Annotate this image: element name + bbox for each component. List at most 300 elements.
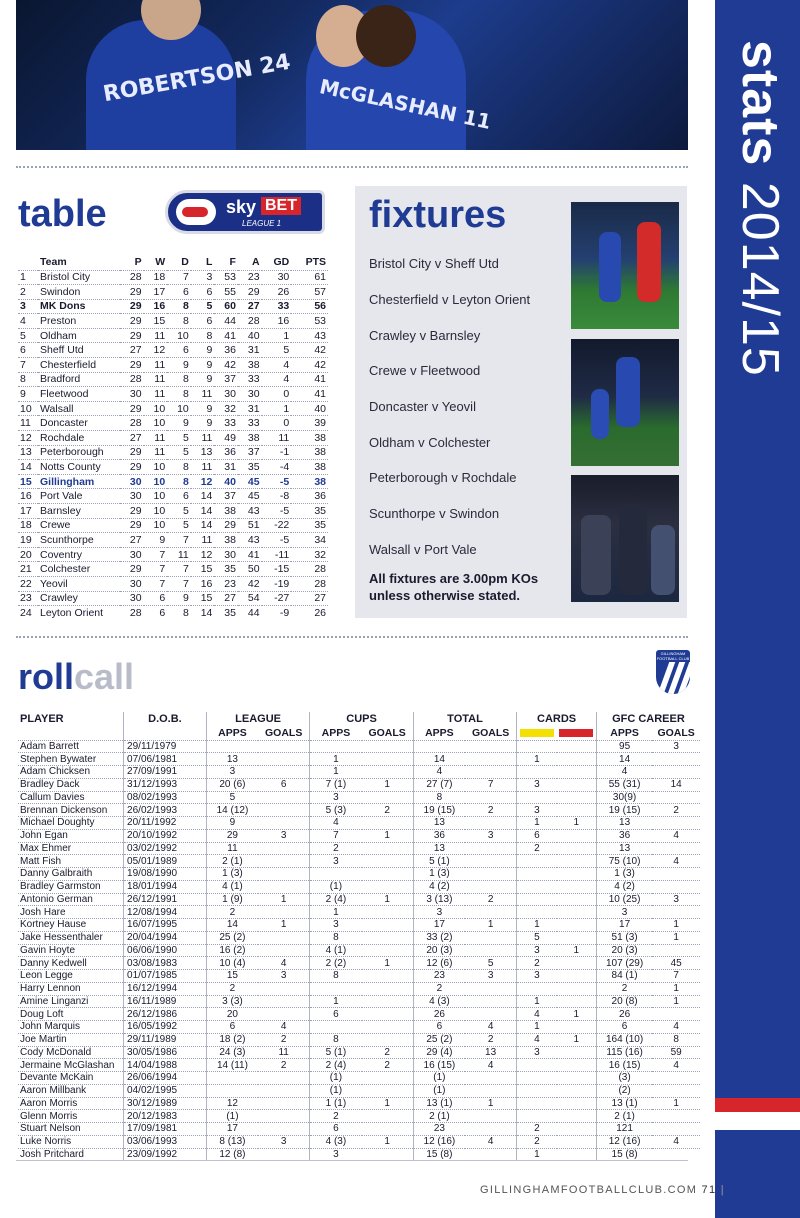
- league-cell-d: 9: [167, 358, 191, 373]
- roll-cell-gg: 3: [652, 893, 700, 906]
- league-cell-l: 11: [191, 460, 215, 475]
- roll-cell-r: [557, 1110, 597, 1123]
- roll-cell-lg: 4: [258, 1021, 310, 1034]
- roll-cell-la: 15: [206, 970, 258, 983]
- roll-cell-cg: [362, 1008, 414, 1021]
- league-cell-gd: 16: [262, 314, 292, 329]
- league-cell-pts: 36: [291, 489, 328, 504]
- roll-cell-ca: 3: [310, 855, 362, 868]
- roll-cell-gg: 1: [652, 982, 700, 995]
- roll-cell-ca: [310, 868, 362, 881]
- roll-cell-ga: 13: [596, 817, 652, 830]
- roll-cell-dob: 12/08/1994: [124, 906, 207, 919]
- roll-row: [18, 1021, 700, 1034]
- roll-cell-lg: [258, 906, 310, 919]
- roll-cell-tg: 3: [465, 829, 517, 842]
- league-cell-l: 5: [191, 299, 215, 314]
- league-row: [18, 460, 328, 475]
- league-cell-gd: -8: [262, 489, 292, 504]
- league-cell-pts: 38: [291, 445, 328, 460]
- roll-cell-la: 18 (2): [206, 1033, 258, 1046]
- roll-cell-la: 14 (11): [206, 1059, 258, 1072]
- league-cell-l: 14: [191, 518, 215, 533]
- league-cell-p: 29: [120, 299, 144, 314]
- league-cell-d: 6: [167, 343, 191, 358]
- roll-cell-la: 1 (9): [206, 893, 258, 906]
- roll-cell-ca: 4 (1): [310, 944, 362, 957]
- roll-cell-tg: 1: [465, 1097, 517, 1110]
- league-cell-gd: -5: [262, 504, 292, 519]
- roll-cell-name: Adam Barrett: [18, 740, 124, 753]
- roll-cell-r: [557, 842, 597, 855]
- league-row: [18, 387, 328, 402]
- roll-header-cards: CARDS: [517, 712, 597, 726]
- roll-cell-tg: [465, 880, 517, 893]
- league-row: [18, 445, 328, 460]
- fixtures-heading: fixtures: [369, 194, 507, 236]
- league-cell-p: 30: [120, 547, 144, 562]
- roll-cell-ga: 26: [596, 1008, 652, 1021]
- roll-cell-name: Max Ehmer: [18, 842, 124, 855]
- roll-cell-r: [557, 1072, 597, 1085]
- league-cell-p: 29: [120, 285, 144, 300]
- roll-header-total: TOTAL: [413, 712, 516, 726]
- roll-cell-lg: [258, 1110, 310, 1123]
- roll-cell-dob: 17/09/1981: [124, 1123, 207, 1136]
- roll-cell-ca: 2: [310, 842, 362, 855]
- roll-cell-ca: [310, 982, 362, 995]
- red-card-icon: [557, 726, 597, 740]
- roll-sub-goals: GOALS: [471, 726, 510, 739]
- league-cell-pos: 5: [18, 328, 38, 343]
- roll-row: [18, 778, 700, 791]
- roll-cell-ca: 5 (3): [310, 804, 362, 817]
- league-cell-gd: 5: [262, 343, 292, 358]
- roll-cell-lg: [258, 740, 310, 753]
- roll-cell-ta: 15 (8): [413, 1148, 465, 1161]
- roll-cell-ga: 10 (25): [596, 893, 652, 906]
- roll-cell-gg: 7: [652, 970, 700, 983]
- league-cell-d: 6: [167, 285, 191, 300]
- league-cell-pts: 42: [291, 358, 328, 373]
- roll-cell-ga: 121: [596, 1123, 652, 1136]
- roll-cell-cg: [362, 1072, 414, 1085]
- roll-cell-ga: 36: [596, 829, 652, 842]
- roll-cell-name: Amine Linganzi: [18, 995, 124, 1008]
- roll-cell-ta: 19 (15): [413, 804, 465, 817]
- roll-cell-y: 1: [517, 995, 557, 1008]
- roll-cell-ca: (1): [310, 1084, 362, 1097]
- roll-cell-y: 2: [517, 842, 557, 855]
- league-row: [18, 314, 328, 329]
- fixture-photo-1: [571, 202, 679, 329]
- roll-cell-ta: 13: [413, 842, 465, 855]
- league-cell-gd: -5: [262, 474, 292, 489]
- roll-cell-r: 1: [557, 1008, 597, 1021]
- roll-cell-la: 13: [206, 753, 258, 766]
- roll-cell-ga: 51 (3): [596, 931, 652, 944]
- league-cell-w: 11: [144, 431, 168, 446]
- roll-cell-y: [517, 1097, 557, 1110]
- roll-row: [18, 842, 700, 855]
- roll-cell-la: 3: [206, 766, 258, 779]
- league-cell-f: 30: [214, 547, 238, 562]
- league-cell-a: 29: [238, 285, 262, 300]
- roll-cell-ca: 7: [310, 829, 362, 842]
- league-row: [18, 299, 328, 314]
- roll-cell-dob: 14/04/1988: [124, 1059, 207, 1072]
- roll-cell-tg: 4: [465, 1059, 517, 1072]
- roll-cell-r: [557, 829, 597, 842]
- roll-cell-r: [557, 1059, 597, 1072]
- league-cell-d: 8: [167, 299, 191, 314]
- league-header-team: Team: [40, 255, 67, 268]
- roll-cell-lg: 2: [258, 1059, 310, 1072]
- roll-cell-la: 14 (12): [206, 804, 258, 817]
- roll-cell-ga: 14: [596, 753, 652, 766]
- roll-row: [18, 982, 700, 995]
- roll-cell-dob: 29/11/1989: [124, 1033, 207, 1046]
- fixture-item: Oldham v Colchester: [369, 435, 491, 450]
- league-cell-gd: -22: [262, 518, 292, 533]
- league-cell-team: Yeovil: [38, 576, 120, 591]
- side-title-stats: stats: [731, 40, 789, 167]
- roll-cell-tg: 1: [465, 919, 517, 932]
- roll-cell-y: 3: [517, 778, 557, 791]
- league-cell-f: 41: [214, 328, 238, 343]
- roll-cell-gg: [652, 880, 700, 893]
- roll-cell-y: 4: [517, 1008, 557, 1021]
- league-cell-l: 3: [191, 270, 215, 285]
- roll-cell-name: Aaron Morris: [18, 1097, 124, 1110]
- rollcall-table: [18, 712, 700, 1161]
- roll-cell-la: 4 (1): [206, 880, 258, 893]
- roll-sub-apps: APPS: [596, 726, 652, 740]
- roll-cell-name: Stuart Nelson: [18, 1123, 124, 1136]
- league-cell-pts: 38: [291, 474, 328, 489]
- roll-cell-ta: 33 (2): [413, 931, 465, 944]
- roll-cell-ga: 13: [596, 842, 652, 855]
- roll-cell-lg: [258, 753, 310, 766]
- roll-cell-ca: 6: [310, 1008, 362, 1021]
- roll-cell-cg: [362, 1148, 414, 1161]
- league-cell-pos: 13: [18, 445, 38, 460]
- roll-cell-tg: [465, 817, 517, 830]
- league-cell-w: 10: [144, 416, 168, 431]
- roll-cell-y: 1: [517, 919, 557, 932]
- roll-row: [18, 804, 700, 817]
- league-cell-gd: 0: [262, 387, 292, 402]
- side-title-season: 2014/15: [731, 181, 789, 377]
- roll-cell-ta: 25 (2): [413, 1033, 465, 1046]
- roll-cell-gg: [652, 868, 700, 881]
- roll-cell-gg: 4: [652, 829, 700, 842]
- roll-cell-name: Josh Hare: [18, 906, 124, 919]
- roll-header-dob: D.O.B.: [124, 712, 207, 726]
- league-cell-f: 55: [214, 285, 238, 300]
- roll-cell-dob: 04/02/1995: [124, 1084, 207, 1097]
- roll-row: [18, 931, 700, 944]
- roll-cell-ga: 12 (16): [596, 1135, 652, 1148]
- roll-sub-goals: GOALS: [368, 726, 406, 739]
- league-cell-w: 7: [144, 547, 168, 562]
- fixture-item: Chesterfield v Leyton Orient: [369, 292, 531, 307]
- roll-cell-ga: 20 (3): [596, 944, 652, 957]
- roll-cell-r: [557, 778, 597, 791]
- roll-cell-y: 1: [517, 1021, 557, 1034]
- league-cell-gd: -19: [262, 576, 292, 591]
- league-cell-w: 10: [144, 474, 168, 489]
- league-cell-a: 37: [238, 445, 262, 460]
- roll-cell-la: 10 (4): [206, 957, 258, 970]
- roll-cell-lg: [258, 868, 310, 881]
- roll-cell-y: [517, 1110, 557, 1123]
- roll-cell-dob: 27/09/1991: [124, 766, 207, 779]
- league-cell-p: 27: [120, 533, 144, 548]
- league-cell-pos: 6: [18, 343, 38, 358]
- roll-header-league: LEAGUE: [206, 712, 309, 726]
- league-cell-p: 29: [120, 562, 144, 577]
- league-row: [18, 562, 328, 577]
- league-cell-p: 30: [120, 576, 144, 591]
- league-cell-p: 27: [120, 431, 144, 446]
- league-cell-gd: 4: [262, 358, 292, 373]
- roll-cell-y: 1: [517, 1148, 557, 1161]
- league-cell-p: 28: [120, 416, 144, 431]
- roll-cell-gg: [652, 817, 700, 830]
- roll-cell-tg: 13: [465, 1046, 517, 1059]
- roll-cell-la: 2: [206, 906, 258, 919]
- league-cell-p: 30: [120, 474, 144, 489]
- league-cell-f: 49: [214, 431, 238, 446]
- roll-cell-tg: 3: [465, 970, 517, 983]
- league-cell-pts: 42: [291, 343, 328, 358]
- league-cell-pts: 26: [291, 606, 328, 621]
- roll-cell-ca: 4: [310, 817, 362, 830]
- roll-cell-ga: 15 (8): [596, 1148, 652, 1161]
- roll-cell-lg: [258, 1008, 310, 1021]
- roll-cell-ta: 26: [413, 1008, 465, 1021]
- league-header-w: W: [155, 255, 166, 268]
- roll-row: [18, 944, 700, 957]
- roll-cell-ga: 20 (8): [596, 995, 652, 1008]
- sponsor-logo: [165, 190, 325, 234]
- league-header-f: F: [229, 255, 236, 268]
- league-cell-pts: 61: [291, 270, 328, 285]
- roll-cell-gg: 4: [652, 855, 700, 868]
- roll-cell-tg: [465, 842, 517, 855]
- league-cell-l: 12: [191, 547, 215, 562]
- roll-cell-dob: 16/11/1989: [124, 995, 207, 1008]
- roll-cell-name: Cody McDonald: [18, 1046, 124, 1059]
- league-cell-f: 35: [214, 562, 238, 577]
- league-cell-pos: 20: [18, 547, 38, 562]
- roll-cell-ca: (1): [310, 880, 362, 893]
- roll-cell-ta: 36: [413, 829, 465, 842]
- roll-cell-lg: 2: [258, 1033, 310, 1046]
- roll-cell-dob: 26/02/1993: [124, 804, 207, 817]
- roll-cell-cg: [362, 919, 414, 932]
- fixture-item: Walsall v Port Vale: [369, 542, 477, 557]
- league-cell-w: 6: [144, 591, 168, 606]
- roll-cell-dob: 29/11/1979: [124, 740, 207, 753]
- fixture-item: Doncaster v Yeovil: [369, 399, 476, 414]
- league-cell-team: Preston: [38, 314, 120, 329]
- roll-cell-la: 5: [206, 791, 258, 804]
- roll-cell-r: [557, 880, 597, 893]
- league-cell-a: 44: [238, 606, 262, 621]
- league-cell-w: 10: [144, 460, 168, 475]
- roll-cell-ca: 1: [310, 906, 362, 919]
- league-cell-l: 16: [191, 576, 215, 591]
- roll-cell-r: [557, 982, 597, 995]
- league-cell-gd: -9: [262, 606, 292, 621]
- roll-cell-gg: [652, 842, 700, 855]
- roll-cell-r: [557, 740, 597, 753]
- roll-row: [18, 1072, 700, 1085]
- roll-cell-cg: [362, 995, 414, 1008]
- roll-cell-la: 2: [206, 982, 258, 995]
- league-header-a: A: [251, 255, 260, 268]
- league-header-l: L: [205, 255, 213, 268]
- roll-cell-name: Stephen Bywater: [18, 753, 124, 766]
- roll-cell-name: Brennan Dickenson: [18, 804, 124, 817]
- league-cell-pos: 9: [18, 387, 38, 402]
- roll-row: [18, 740, 700, 753]
- league-cell-a: 41: [238, 547, 262, 562]
- roll-cell-dob: 20/10/1992: [124, 829, 207, 842]
- league-cell-a: 31: [238, 343, 262, 358]
- league-cell-pts: 28: [291, 562, 328, 577]
- fixture-photo-3: [571, 475, 679, 602]
- league-cell-pts: 39: [291, 416, 328, 431]
- league-cell-a: 54: [238, 591, 262, 606]
- league-row: [18, 343, 328, 358]
- league-cell-w: 7: [144, 576, 168, 591]
- table-heading: table: [18, 193, 107, 235]
- roll-cell-cg: [362, 1110, 414, 1123]
- league-cell-a: 40: [238, 328, 262, 343]
- roll-cell-ca: 8: [310, 970, 362, 983]
- fixture-item: Bristol City v Sheff Utd: [369, 256, 499, 271]
- roll-cell-gg: 3: [652, 740, 700, 753]
- league-cell-a: 51: [238, 518, 262, 533]
- roll-cell-y: 4: [517, 1033, 557, 1046]
- roll-row: [18, 1135, 700, 1148]
- league-cell-f: 60: [214, 299, 238, 314]
- roll-cell-r: [557, 1097, 597, 1110]
- roll-cell-ta: 23: [413, 1123, 465, 1136]
- roll-cell-y: [517, 1084, 557, 1097]
- roll-cell-dob: 16/05/1992: [124, 1021, 207, 1034]
- roll-cell-cg: [362, 753, 414, 766]
- league-cell-l: 6: [191, 285, 215, 300]
- roll-cell-cg: 2: [362, 1046, 414, 1059]
- roll-cell-ga: 6: [596, 1021, 652, 1034]
- roll-cell-name: Luke Norris: [18, 1135, 124, 1148]
- league-row: [18, 431, 328, 446]
- fixture-item: Scunthorpe v Swindon: [369, 506, 500, 521]
- roll-row: [18, 766, 700, 779]
- roll-cell-y: [517, 791, 557, 804]
- roll-cell-lg: 1: [258, 919, 310, 932]
- league-cell-l: 14: [191, 504, 215, 519]
- roll-cell-r: 1: [557, 817, 597, 830]
- roll-row: [18, 919, 700, 932]
- league-cell-a: 33: [238, 372, 262, 387]
- roll-cell-cg: [362, 791, 414, 804]
- roll-cell-name: Michael Doughty: [18, 817, 124, 830]
- roll-cell-name: Adam Chicksen: [18, 766, 124, 779]
- league-cell-p: 28: [120, 270, 144, 285]
- roll-cell-name: Glenn Morris: [18, 1110, 124, 1123]
- league-cell-team: Notts County: [38, 460, 120, 475]
- league-cell-f: 37: [214, 489, 238, 504]
- roll-cell-lg: [258, 1123, 310, 1136]
- roll-cell-lg: [258, 842, 310, 855]
- roll-cell-lg: 4: [258, 957, 310, 970]
- roll-cell-tg: [465, 1084, 517, 1097]
- league-cell-p: 28: [120, 372, 144, 387]
- roll-cell-y: [517, 868, 557, 881]
- roll-cell-la: [206, 740, 258, 753]
- roll-cell-r: [557, 804, 597, 817]
- league-row: [18, 504, 328, 519]
- league-cell-d: 5: [167, 445, 191, 460]
- league-cell-p: 29: [120, 460, 144, 475]
- roll-cell-name: Antonio German: [18, 893, 124, 906]
- league-table: [18, 254, 328, 620]
- roll-cell-ta: 4: [413, 766, 465, 779]
- roll-cell-ga: (2): [596, 1084, 652, 1097]
- roll-cell-r: 1: [557, 1033, 597, 1046]
- league-cell-pts: 43: [291, 328, 328, 343]
- roll-cell-y: 2: [517, 957, 557, 970]
- league-row: [18, 328, 328, 343]
- league-cell-w: 11: [144, 328, 168, 343]
- league-cell-l: 9: [191, 358, 215, 373]
- league-row: [18, 576, 328, 591]
- roll-cell-tg: 5: [465, 957, 517, 970]
- roll-cell-ga: 164 (10): [596, 1033, 652, 1046]
- league-cell-f: 30: [214, 387, 238, 402]
- roll-cell-cg: [362, 1084, 414, 1097]
- roll-cell-lg: [258, 855, 310, 868]
- roll-row: [18, 1033, 700, 1046]
- roll-cell-cg: [362, 880, 414, 893]
- league-row: [18, 533, 328, 548]
- league-cell-w: 11: [144, 387, 168, 402]
- roll-cell-ta: 12 (16): [413, 1135, 465, 1148]
- fixture-photo-2: [571, 339, 679, 466]
- league-cell-w: 18: [144, 270, 168, 285]
- roll-cell-r: [557, 919, 597, 932]
- league-cell-l: 14: [191, 606, 215, 621]
- league-cell-pos: 4: [18, 314, 38, 329]
- fixtures-note-line1: All fixtures are 3.00pm KOs: [369, 571, 539, 586]
- league-cell-pos: 15: [18, 474, 38, 489]
- roll-cell-ta: 17: [413, 919, 465, 932]
- roll-cell-ta: 8: [413, 791, 465, 804]
- league-cell-p: 29: [120, 445, 144, 460]
- roll-cell-name: John Marquis: [18, 1021, 124, 1034]
- dotted-divider-middle: [16, 636, 688, 638]
- league-cell-l: 11: [191, 431, 215, 446]
- roll-cell-ta: [413, 740, 465, 753]
- league-header-d: D: [181, 255, 189, 268]
- roll-cell-gg: [652, 1084, 700, 1097]
- roll-row: [18, 829, 700, 842]
